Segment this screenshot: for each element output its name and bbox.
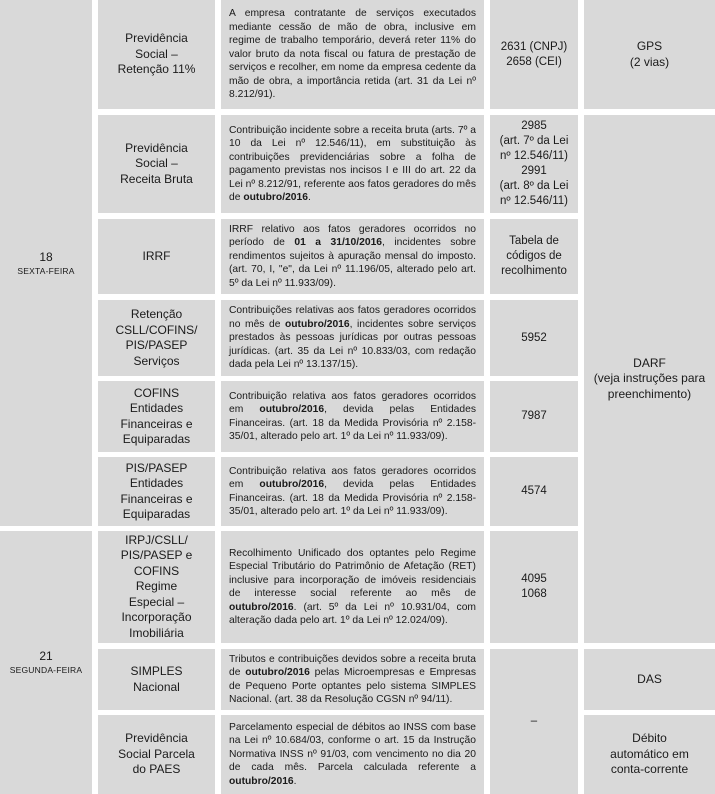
code-line: nº 12.546/11) <box>500 195 568 207</box>
code-cell <box>490 649 578 794</box>
tax-name-line: COFINS <box>133 385 180 400</box>
weekday-label: SEGUNDA-FEIRA <box>9 665 83 675</box>
code-line: 4574 <box>521 485 547 497</box>
document-line: GPS <box>636 39 663 53</box>
description-segment: , devida pelas Entidades Financeiras. (art. 18 da Medida Provisória nº 2.158-35/01, alterado pelo art. 1º da Lei nº 11.933/09). <box>229 479 477 517</box>
code-line: (art. 7º da Lei <box>499 135 569 147</box>
document-line: (veja instruções para <box>593 371 706 386</box>
tax-name-line: IRPJ/CSLL/ <box>125 532 188 547</box>
tax-name-cell <box>98 381 215 452</box>
description-text <box>229 465 476 519</box>
tax-name-line: Previdência <box>125 31 188 46</box>
document-line: (2 vias) <box>629 54 670 69</box>
description-cell <box>221 115 484 213</box>
date-cell-18 <box>0 0 92 526</box>
code-line: – <box>530 715 538 727</box>
day-number: 21 <box>39 649 53 663</box>
document-line: conta-corrente <box>610 762 689 777</box>
code-line: 2991 <box>521 165 547 177</box>
tax-name-line: Social – <box>135 156 178 171</box>
tax-name-line: Serviços <box>133 353 180 368</box>
description-cell <box>221 457 484 526</box>
tax-name-line: CSLL/COFINS/ <box>115 322 198 337</box>
tax-name-line: SIMPLES <box>130 664 183 678</box>
tax-name-cell <box>98 0 215 109</box>
tax-name-line: Equiparadas <box>122 432 191 446</box>
document-line: DAS <box>637 671 662 686</box>
tax-name-line: IRRF <box>142 248 171 263</box>
document-cell <box>584 0 715 109</box>
description-highlight: outubro/2016 <box>245 667 310 678</box>
day-number: 18 <box>39 249 53 264</box>
tax-name-line: do PAES <box>132 762 181 777</box>
tax-name-cell <box>98 457 215 526</box>
tax-name-cell <box>98 531 215 643</box>
document-cell <box>584 649 715 710</box>
description-text <box>229 7 476 102</box>
description-text <box>229 721 476 789</box>
code-cell <box>490 381 578 452</box>
code-line: 2631 (CNPJ) <box>500 40 568 53</box>
code-cell <box>490 457 578 526</box>
tax-name-line: Previdência <box>125 731 188 746</box>
code-line: 5952 <box>521 331 547 344</box>
document-cell <box>584 115 715 643</box>
tax-name-cell <box>98 715 215 794</box>
tax-name-line: PIS/PASEP e <box>120 548 193 563</box>
code-line: 2985 <box>521 120 547 132</box>
code-cell <box>490 300 578 376</box>
document-line: DARF <box>633 355 666 370</box>
description-segment: . <box>293 775 297 787</box>
document-cell <box>584 715 715 794</box>
description-segment: Contribuição relativa aos fatos geradores ocorridos em <box>229 465 476 490</box>
tax-name-line: Entidades <box>129 401 184 415</box>
tax-name-line: Equiparadas <box>122 507 191 521</box>
description-highlight: outubro/2016 <box>229 601 294 613</box>
code-line: 1068 <box>521 588 547 600</box>
description-highlight: outubro/2016 <box>259 479 325 490</box>
code-line: recolhimento <box>501 265 567 277</box>
description-segment: , incidentes sobre serviços prestados às pessoas jurídicas por outras pessoas jurídicas. (art. 35 da Lei nº 10.833/03, com redação dada pela Lei nº 13.137/15). <box>229 318 476 371</box>
description-segment: . (art. 5º da Lei nº 10.931/04, com alteração dada pelo art. 1º da Lei nº 12.024/09). <box>229 601 476 626</box>
description-segment: , devida pelas Entidades Financeiras. (art. 18 da Medida Provisória nº 2.158-35/01, alterado pelo art. 1º da Lei nº 11.933/09). <box>229 404 477 442</box>
description-highlight: 01 a 31/10/2016 <box>294 237 383 249</box>
tax-name-line: Financeiras e <box>120 416 193 431</box>
description-highlight: outubro/2016 <box>229 775 294 787</box>
code-line: códigos de <box>506 250 562 262</box>
tax-name-line: Financeiras e <box>120 491 193 506</box>
tax-name-line: Imobiliária <box>129 625 184 640</box>
tax-name-cell <box>98 115 215 213</box>
code-cell <box>490 115 578 213</box>
tax-name-cell <box>98 219 215 294</box>
date-cell-21 <box>0 531 92 794</box>
description-highlight: outubro/2016 <box>259 404 325 415</box>
description-segment: , incidentes sobre rendimentos sujeitos à apuração mensal do imposto. (art. 70, I, "e", da Lei nº 11.196/05, alterado pelo art. 5º da Lei nº 11.933/09). <box>229 237 476 289</box>
description-segment: . <box>307 192 311 203</box>
description-highlight: outubro/2016 <box>284 318 350 330</box>
description-segment: IRRF relativo aos fatos geradores ocorridos no período de <box>229 223 476 249</box>
tax-name-line: COFINS <box>133 563 180 578</box>
description-segment: Contribuição relativa aos fatos geradores ocorridos em <box>229 390 476 415</box>
description-cell <box>221 0 484 109</box>
description-text <box>229 124 476 205</box>
description-cell <box>221 531 484 643</box>
tax-name-cell <box>98 300 215 376</box>
document-line: Débito <box>632 731 667 746</box>
tax-name-line: PIS/PASEP <box>125 460 188 475</box>
description-segment: pelas Microempresas e Empresas de Pequeno Porte optantes pelo sistema SIMPLES Nacional. (art. 38 da Resolução CGSN nº 94/11). <box>229 667 476 705</box>
code-line: Tabela de <box>509 235 559 247</box>
code-cell <box>490 531 578 643</box>
tax-name-line: Entidades <box>129 476 184 490</box>
code-line: 2658 (CEI) <box>506 55 562 68</box>
description-text <box>229 547 476 628</box>
description-text <box>229 390 476 444</box>
description-text <box>229 223 476 291</box>
description-text <box>229 653 476 707</box>
description-segment: Tributos e contribuições devidos sobre a receita bruta de <box>229 653 476 678</box>
tax-name-line: Nacional <box>133 679 180 694</box>
description-segment: Contribuições relativas aos fatos geradores ocorridos no mês de <box>229 305 476 330</box>
tax-name-line: Retenção 11% <box>117 62 196 77</box>
code-line: nº 12.546/11) <box>500 150 568 162</box>
tax-name-line: Especial – <box>128 594 185 609</box>
code-line: 4095 <box>521 573 547 585</box>
description-cell <box>221 219 484 294</box>
description-segment: Parcelamento especial de débitos ao INSS com base na Lei nº 10.684/03, conforme o art. 15 da Instrução Normativa INSS nº 91/03, com vencimento no dia 20 de cada mês. Parcela calculada referente a <box>229 721 476 774</box>
tax-name-line: Social Parcela <box>118 746 195 761</box>
tax-name-line: Retenção <box>130 307 183 321</box>
tax-name-line: Previdência <box>125 140 188 155</box>
tax-name-line: PIS/PASEP <box>125 338 188 352</box>
code-line: (art. 8º da Lei <box>499 180 569 192</box>
tax-name-line: Receita Bruta <box>120 171 193 186</box>
weekday-label: SEXTA-FEIRA <box>17 265 75 276</box>
tax-name-cell <box>98 649 215 710</box>
description-text <box>229 304 476 372</box>
description-cell <box>221 649 484 710</box>
description-cell <box>221 300 484 376</box>
code-cell <box>490 0 578 109</box>
tax-name-line: Social – <box>135 46 178 61</box>
document-line: preenchimento) <box>607 386 692 401</box>
description-segment: A empresa contratante de serviços executados mediante cessão de mão de obra, inclusive em regime de trabalho temporário, deverá reter 11% do valor bruto da nota fiscal ou fatura de prestação de serviços e recolher, em nome da empresa cedente da mão de obra, a importância retida (art. 31 da Lei nº 8.212/91). <box>229 8 476 101</box>
code-cell <box>490 219 578 294</box>
tax-name-line: Regime <box>135 579 178 594</box>
description-cell <box>221 381 484 452</box>
document-line: automático em <box>610 746 689 761</box>
description-highlight: outubro/2016 <box>243 192 308 203</box>
description-segment: Recolhimento Unificado dos optantes pelo Regime Especial Tributário do Patrimônio de Afetação (RET) inclusive para incorporação de imóveis residenciais de interesse social referente ao mês de <box>229 547 476 599</box>
description-segment: Contribuição incidente sobre a receita bruta (arts. 7º a 10 da Lei nº 12.546/11), em substituição às contribuições previdenciárias sobre a folha de pagamento previstas nos incisos I e III do art. 22 da Lei nº 8.212/91, referente aos fatos geradores do mês de <box>229 124 476 203</box>
tax-name-line: Incorporação <box>121 610 192 625</box>
description-cell <box>221 715 484 794</box>
code-line: 7987 <box>521 410 547 422</box>
